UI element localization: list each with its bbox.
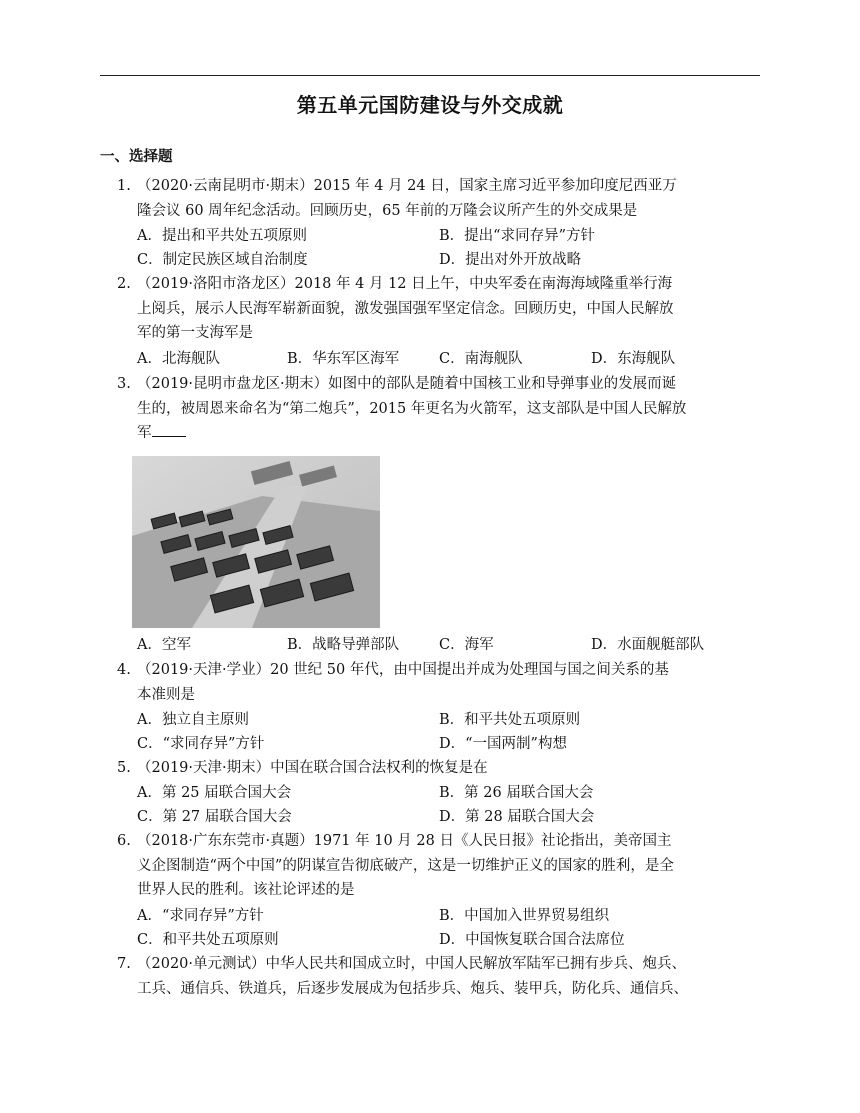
option-c[interactable]: C．制定民族区域自治制度 [137, 252, 308, 268]
options-1 [137, 224, 757, 272]
option-b[interactable]: B．第 26 届联合国大会 [439, 785, 594, 801]
question-stem: （2019·昆明市盘龙区·期末）如图中的部队是随着中国核工业和导弹事业的发展而诞 [137, 376, 677, 392]
question-number: 5. [117, 760, 131, 776]
options-5 [137, 781, 757, 829]
question-number: 3. [117, 376, 131, 392]
question-number: 6. [117, 833, 131, 849]
question-number: 1. [117, 178, 131, 194]
question-stem: 世界人民的胜利。该社论评述的是 [137, 882, 355, 898]
question-stem: （2020·单元测试）中华人民共和国成立时，中国人民解放军陆军已拥有步兵、炮兵、 [137, 956, 687, 972]
option-b[interactable]: B．中国加入世界贸易组织 [439, 908, 610, 924]
option-a[interactable]: A．第 25 届联合国大会 [137, 785, 292, 801]
options-6 [137, 904, 757, 952]
option-d[interactable]: D．东海舰队 [591, 351, 676, 367]
question-number: 2. [117, 276, 131, 292]
question-number: 7. [117, 956, 131, 972]
question-stem: 工兵、通信兵、铁道兵，后逐步发展成为包括步兵、炮兵、装甲兵，防化兵、通信兵、 [137, 980, 688, 997]
section-heading: 一、选择题 [100, 149, 173, 165]
question-6 [117, 829, 762, 903]
question-stem: （2020·云南昆明市·期末）2015 年 4 月 24 日，国家主席习近平参加印度尼西亚万 [137, 178, 677, 194]
question-7 [117, 952, 762, 1001]
question-stem: 隆会议 60 周年纪念活动。回顾历史，65 年前的万隆会议所产生的外交成果是 [137, 202, 638, 219]
question-stem: 军的第一支海军是 [137, 325, 253, 341]
option-a[interactable]: A．提出和平共处五项原则 [137, 228, 307, 244]
question-4 [117, 658, 762, 707]
option-c[interactable]: C．和平共处五项原则 [137, 932, 279, 948]
question-5 [117, 756, 762, 781]
question-2 [117, 272, 762, 346]
missile-parade-photo [132, 456, 380, 628]
option-b[interactable]: B．战略导弹部队 [287, 637, 400, 653]
page-title: 第五单元国防建设与外交成就 [296, 93, 564, 117]
option-d[interactable]: D．水面舰艇部队 [591, 637, 705, 653]
question-stem: 军 [137, 425, 152, 441]
question-stem: （2019·洛阳市洛龙区）2018 年 4 月 12 日上午，中央军委在南海海域隆重举行海 [137, 276, 673, 292]
question-stem: 义企图制造“两个中国”的阴谋宣告彻底破产，这是一切维护正义的国家的胜利，是全 [137, 857, 674, 874]
question-stem: （2019·天津·期末）中国在联合国合法权利的恢复是在 [137, 760, 488, 776]
question-stem: 生的，被周恩来命名为“第二炮兵”，2015 年更名为火箭军，这支部队是中国人民解放 [137, 400, 687, 417]
header-rule [100, 75, 760, 76]
answer-blank [152, 422, 186, 437]
question-stem: （2018·广东东莞市·真题）1971 年 10 月 28 日《人民日报》社论指出，美帝国主 [137, 833, 672, 849]
option-a[interactable]: A．独立自主原则 [137, 712, 249, 728]
option-b[interactable]: B．提出“求同存异”方针 [439, 228, 595, 244]
option-b[interactable]: B．华东军区海军 [287, 351, 400, 367]
option-d[interactable]: D．中国恢复联合国合法席位 [439, 932, 625, 948]
option-a[interactable]: A．北海舰队 [137, 351, 220, 367]
options-3 [137, 633, 757, 657]
option-c[interactable]: C．第 27 届联合国大会 [137, 809, 292, 825]
option-c[interactable]: C．南海舰队 [439, 351, 523, 367]
options-2 [137, 347, 757, 371]
option-a[interactable]: A．“求同存异”方针 [137, 908, 264, 924]
question-3 [117, 372, 762, 446]
question-stem: 本准则是 [137, 686, 195, 703]
option-b[interactable]: B．和平共处五项原则 [439, 712, 581, 728]
question-stem: （2019·天津·学业）20 世纪 50 年代，由中国提出并成为处理国与国之间关系的基 [137, 662, 669, 678]
option-d[interactable]: D．第 28 届联合国大会 [439, 809, 595, 825]
options-4 [137, 708, 757, 756]
option-a[interactable]: A．空军 [137, 637, 191, 653]
question-stem: 上阅兵，展示人民海军崭新面貌，激发强国强军坚定信念。回顾历史，中国人民解放 [137, 300, 674, 317]
option-c[interactable]: C．“求同存异”方针 [137, 736, 265, 752]
question-number: 4. [117, 662, 131, 678]
option-d[interactable]: D．“一国两制”构想 [439, 736, 567, 752]
option-d[interactable]: D．提出对外开放战略 [439, 252, 582, 268]
question-1 [117, 174, 762, 223]
option-c[interactable]: C．海军 [439, 637, 494, 653]
